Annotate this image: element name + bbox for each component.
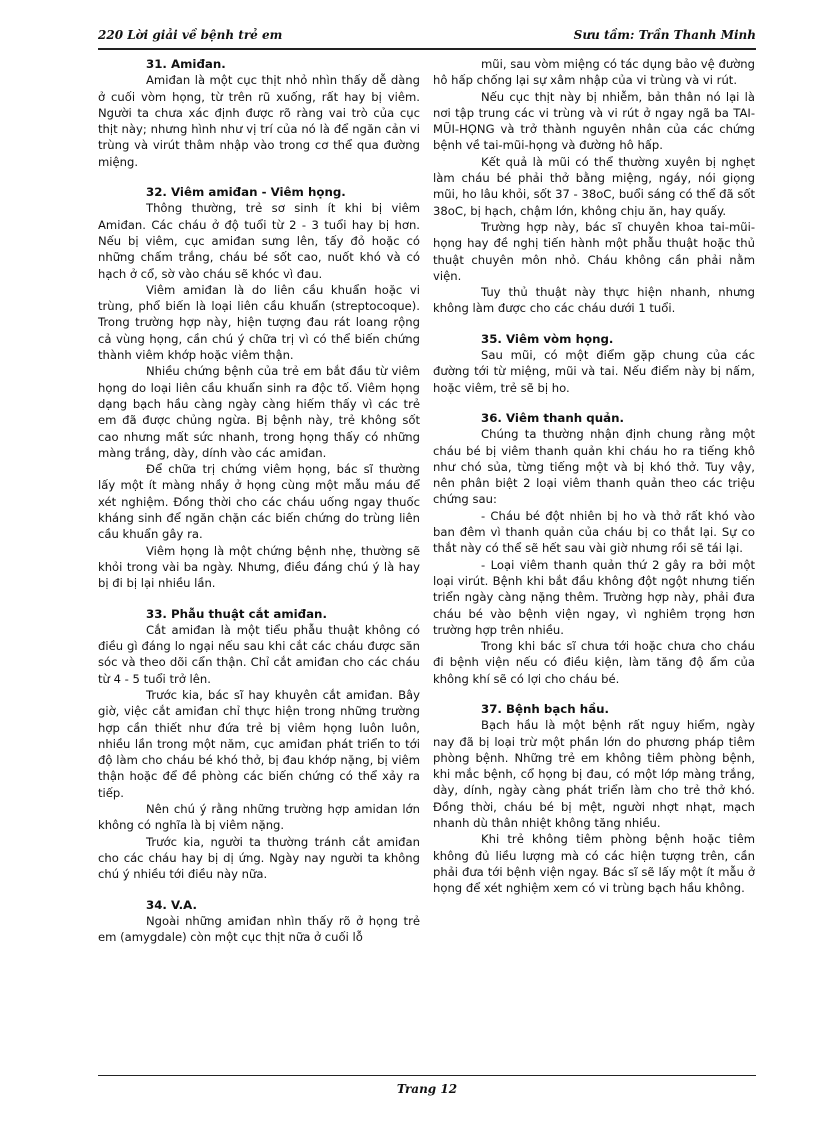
body-paragraph: Trước kia, người ta thường tránh cắt amiđan cho các cháu hay bị dị ứng. Ngày nay người ta không chú ý nhiều tới điều này nữa. <box>98 834 420 882</box>
section-heading: 33. Phẫu thuật cắt amiđan. <box>146 606 327 621</box>
body-paragraph: Cắt amiđan là một tiểu phẫu thuật không có điều gì đáng lo ngại nếu sau khi cắt các cháu được săn sóc và theo dõi cẩn thận. Chỉ cắt amiđan cho các cháu từ 4 - 5 tuổi trở lên. <box>98 622 420 686</box>
article-section <box>98 184 420 591</box>
article-section <box>433 410 755 687</box>
body-paragraph: Ngoài những amiđan nhìn thấy rõ ở họng trẻ em (amygdale) còn một cục thịt nữa ở cuối lỗ <box>98 913 420 945</box>
section-heading: 32. Viêm amiđan - Viêm họng. <box>146 185 346 200</box>
body-paragraph: Bạch hầu là một bệnh rất nguy hiểm, ngày nay đã bị loại trừ một phần lớn do phương pháp tiêm phòng bệnh. Những trẻ em không tiêm phòng bệnh, khi mắc bệnh, cổ họng bị đau, có một lớp màng trắng, dày, dính, ngày càng phát triển làm cho trẻ thở khó. Đồng thời, cháu bé bị mệt, người nhợt nhạt, mạch nhanh dù thân nhiệt không tăng nhiều. <box>433 718 755 831</box>
body-paragraph: Trường hợp này, bác sĩ chuyên khoa tai-mũi-họng hay đề nghị tiến hành một phẫu thuật hoặc thủ thuật chuyên môn nhỏ. Cháu không cần phải nằm viện. <box>433 219 755 283</box>
right-column <box>433 56 755 911</box>
article-section <box>433 56 755 317</box>
body-paragraph: Sau mũi, có một điểm gặp chung của các đường tới từ miệng, mũi và tai. Nếu điểm này bị nấm, hoặc viêm, trẻ sẽ bị ho. <box>433 348 755 395</box>
body-paragraph: Nên chú ý rằng những trường hợp amidan lớn không có nghĩa là bị viêm nặng. <box>98 802 420 833</box>
left-column <box>98 56 420 959</box>
page-header <box>98 26 756 50</box>
body-paragraph: mũi, sau vòm miệng có tác dụng bảo vệ đường hô hấp chống lại sự xâm nhập của vi trùng và vi rút. <box>433 57 755 88</box>
body-paragraph: Chúng ta thường nhận định chung rằng một cháu bé bị viêm thanh quản khi cháu ho ra tiếng khô như chó sủa, từng tiếng một và bị khó thở. Tuy vậy, nên phân biệt 2 loại viêm thanh quản theo các triệu chứng sau: <box>433 427 755 507</box>
article-section <box>98 606 420 883</box>
page-footer <box>98 1075 756 1096</box>
body-paragraph: Tuy thủ thuật này thực hiện nhanh, nhưng không làm được cho các cháu dưới 1 tuổi. <box>433 285 755 316</box>
compiler-credit: Sưu tầm: Trần Thanh Minh <box>573 28 756 42</box>
section-heading: 31. Amiđan. <box>146 57 226 71</box>
body-paragraph: Viêm amiđan là do liên cầu khuẩn hoặc vi trùng, phổ biến là loại liên cầu khuẩn (streptocoque). Trong trường hợp này, hiện tượng đau rát loang rộng cả vùng họng, cần chú ý chữa trị vì có thể biến chứng thành viêm khớp hoặc viêm thận. <box>98 282 420 363</box>
body-paragraph: Amiđan là một cục thịt nhỏ nhìn thấy dễ dàng ở cuối vòm họng, từ trên rũ xuống, rất hay bị viêm. Người ta chưa xác định được rõ ràng vai trò của cục thịt này; nhưng hình như vị trí của nó là để ngăn cản vi trùng và virút thâm nhập vào trong cơ thể qua đường miệng. <box>98 73 420 169</box>
section-heading: 36. Viêm thanh quản. <box>481 410 624 425</box>
body-paragraph: - Cháu bé đột nhiên bị ho và thở rất khó vào ban đêm vì thanh quản của cháu bị co thắt lại. Sự co thắt này có thể sẽ hết sau vài giờ nhưng rồi sẽ tái lại. <box>433 508 755 556</box>
article-section <box>98 56 420 170</box>
body-paragraph: Trước kia, bác sĩ hay khuyên cắt amiđan. Bây giờ, việc cắt amiđan chỉ thực hiện trong những trường hợp cần thiết như đứa trẻ bị viêm họng luôn luôn, nhiều lần trong một năm, cục amiđan phát triển to tới độ làm cho cháu bé khó thở, bị đau khớp nặng, bị viêm thận hoặc để đề phòng các biến chứng có thể xảy ra tiếp. <box>98 687 420 800</box>
article-section <box>98 897 420 946</box>
article-section <box>433 701 755 897</box>
body-paragraph: Nếu cục thịt này bị nhiễm, bản thân nó lại là nơi tập trung các vi trùng và vi rút ở ngay ngã ba TAI-MŨI-HỌNG và trở thành nguyên nhân của các chứng bệnh về tai-mũi-họng và đường hô hấp. <box>433 89 755 153</box>
book-title: 220 Lời giải về bệnh trẻ em <box>98 28 283 42</box>
section-heading: 37. Bệnh bạch hầu. <box>481 701 610 716</box>
article-section <box>433 331 755 396</box>
body-paragraph: Khi trẻ không tiêm phòng bệnh hoặc tiêm không đủ liều lượng mà có các hiện tượng trên, cần phải đưa tới bệnh viện ngay. Bác sĩ sẽ lấy một ít mẫu ở họng để xét nghiệm xem có vi trùng bạch hầu không. <box>433 832 755 896</box>
body-paragraph: Trong khi bác sĩ chưa tới hoặc chưa cho cháu đi bệnh viện nếu có điều kiện, làm tăng độ ẩm của không khí sẽ có lợi cho cháu bé. <box>433 639 755 686</box>
body-paragraph: Nhiều chứng bệnh của trẻ em bắt đầu từ viêm họng do loại liên cầu khuẩn sinh ra độc tố. Viêm họng dạng bạch hầu càng ngày càng hiếm thấy vì các trẻ em đã được chủng ngừa. Bị bệnh này, trẻ không sốt cao nhưng mất sức nhanh, trong họng thấy có những màng trắng, dày, dính vào các amiđan. <box>98 364 420 460</box>
body-paragraph: Để chữa trị chứng viêm họng, bác sĩ thường lấy một ít màng nhầy ở họng cùng một mẫu máu để xét nghiệm. Đồng thời cho các cháu uống ngay thuốc kháng sinh để ngăn chặn các biến chứng do trùng liên cầu khuẩn gây ra. <box>98 462 420 542</box>
body-paragraph: Viêm họng là một chứng bệnh nhẹ, thường sẽ khỏi trong vài ba ngày. Nhưng, điều đáng chú ý là hay bị đi bị lại nhiều lần. <box>98 543 420 591</box>
body-paragraph: Thông thường, trẻ sơ sinh ít khi bị viêm Amiđan. Các cháu ở độ tuổi từ 2 - 3 tuổi hay bị hơn. Nếu bị viêm, cục amiđan sưng lên, tấy đỏ hoặc có những chấm trắng, cháu bé sốt cao, nuốt khó và có hạch ở cổ, sờ vào cháu sẽ khóc vì đau. <box>98 201 420 281</box>
section-heading: 35. Viêm vòm họng. <box>481 331 614 346</box>
section-heading: 34. V.A. <box>146 897 197 912</box>
body-paragraph: Kết quả là mũi có thể thường xuyên bị nghẹt làm cháu bé phải thở bằng miệng, ngáy, nói giọng mũi, ho lâu khỏi, sốt 37 - 38oC, buổi sáng có thể đã sốt 38oC, bị hạch, chậm lớn, không chịu ăn, hay quấy. <box>433 154 755 218</box>
body-paragraph: - Loại viêm thanh quản thứ 2 gây ra bởi một loại virút. Bệnh khi bắt đầu không đột ngột nhưng tiến triển ngày càng nặng thêm. Trường hợp này, phải đưa cháu bé vào bệnh viện ngay, vì nghiêm trọng hơn trường hợp trên nhiều. <box>433 557 755 637</box>
page-number: Trang 12 <box>396 1082 458 1096</box>
